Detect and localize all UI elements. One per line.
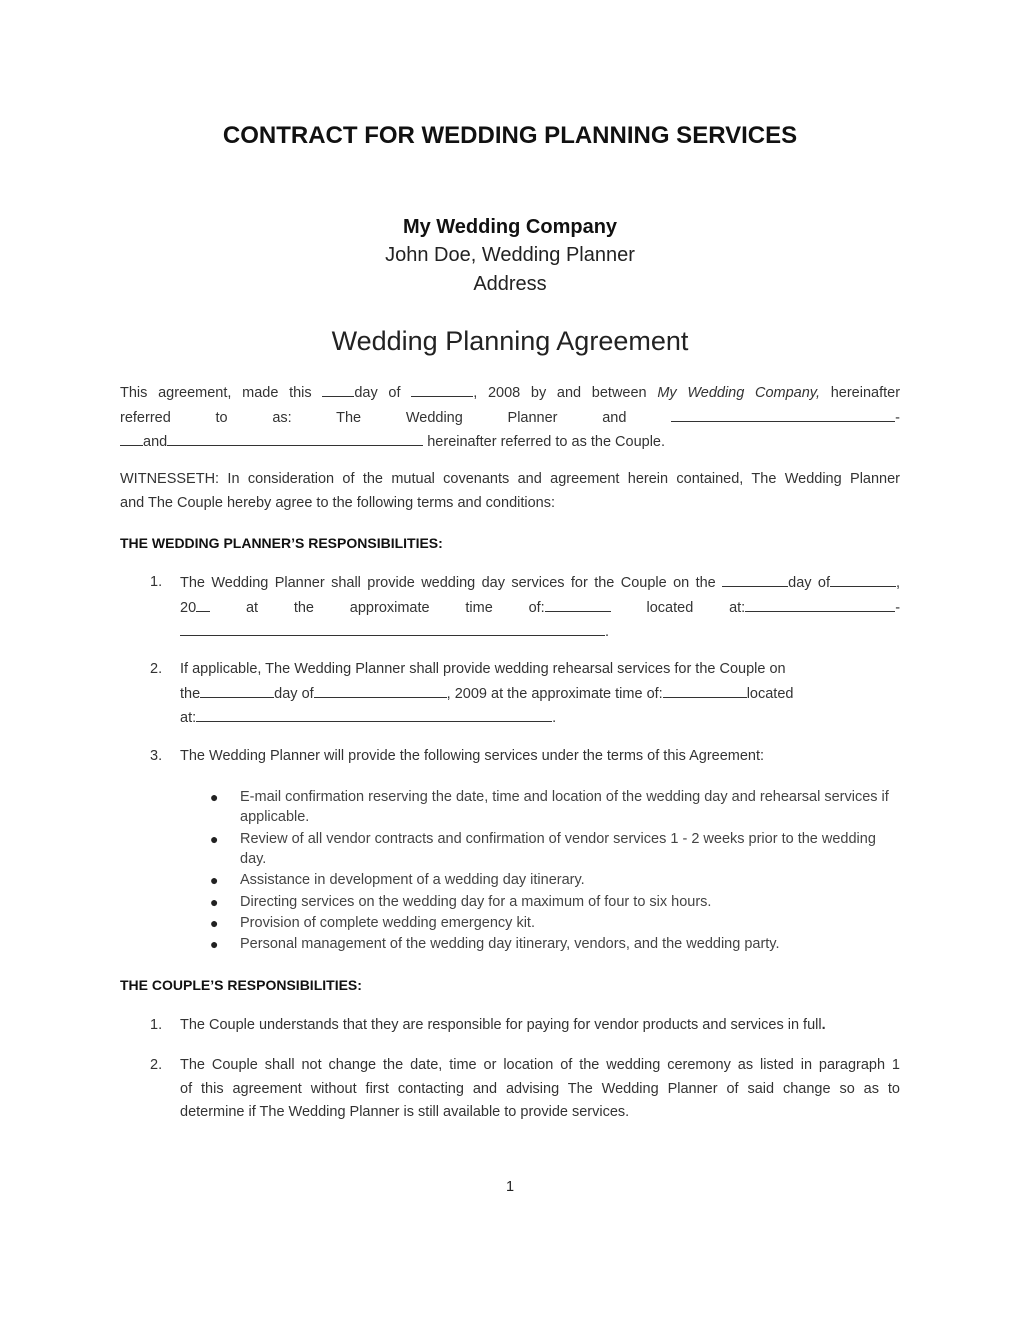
- month-blank: [411, 381, 473, 397]
- planner-name: John Doe, Wedding Planner: [385, 244, 635, 266]
- day-blank: [322, 381, 354, 397]
- bullet-icon: ●: [210, 936, 219, 952]
- agreement-title: Wedding Planning Agreement: [331, 326, 689, 356]
- intro-line-1: This agreement, made this day of , 2008 by and between My Wedding Company, hereinafter: [120, 381, 900, 406]
- service-bullet: E-mail confirmation reserving the date, time and location of the wedding day and rehearsal services if applicable.: [240, 789, 889, 825]
- intro-line-3: and hereinafter referred to as the Couple.: [120, 430, 900, 455]
- item-number: 1.: [150, 1017, 163, 1033]
- service-bullet: Provision of complete wedding emergency kit.: [240, 915, 535, 931]
- planner-item-2: If applicable, The Wedding Planner shall provide wedding rehearsal services for the Couple on the day of , 2009 at the approximate time of: located at: .: [180, 661, 794, 726]
- page-number: 1: [505, 1179, 515, 1195]
- couple-name-blank-2: [167, 430, 423, 446]
- couple-item-2: The Couple shall not change the date, time or location of the wedding ceremony as listed in paragraph 1 of this agreement without first contacting and advising The Wedding Planner of said change so as to determine if The Wedding Planner is still available to provide services.: [180, 1057, 900, 1120]
- item-number: 2.: [150, 661, 163, 677]
- service-bullet: Directing services on the wedding day for a maximum of four to six hours.: [240, 894, 712, 910]
- planner-responsibilities-heading: THE WEDDING PLANNER’S RESPONSIBILITIES:: [120, 535, 443, 551]
- service-bullet: Assistance in development of a wedding day itinerary.: [240, 872, 585, 888]
- bullet-icon: ●: [210, 789, 219, 805]
- company-name: My Wedding Company: [402, 216, 618, 238]
- intro-line-2: referred to as: The Wedding Planner and -: [120, 406, 900, 431]
- item-number: 2.: [150, 1057, 163, 1073]
- service-bullet: Personal management of the wedding day itinerary, vendors, and the wedding party.: [240, 936, 780, 952]
- service-bullet: Review of all vendor contracts and confirmation of vendor services 1 - 2 weeks prior to the wedding day.: [240, 831, 876, 867]
- company-address: Address: [473, 273, 547, 295]
- witnesseth-paragraph: WITNESSETH: In consideration of the mutual covenants and agreement herein contained, The Wedding Planner and The Couple hereby agree to the following terms and conditions:: [120, 471, 900, 511]
- contract-title: CONTRACT FOR WEDDING PLANNING SERVICES: [222, 122, 798, 149]
- bullet-icon: ●: [210, 872, 219, 888]
- planner-item-3: The Wedding Planner will provide the following services under the terms of this Agreement:: [180, 748, 765, 764]
- couple-item-1: The Couple understands that they are responsible for paying for vendor products and services in full.: [180, 1017, 826, 1033]
- couple-name-blank-1: [671, 406, 895, 422]
- item-number: 3.: [150, 748, 163, 764]
- couple-responsibilities-heading: THE COUPLE’S RESPONSIBILITIES:: [120, 977, 362, 993]
- bullet-icon: ●: [210, 831, 219, 847]
- bullet-icon: ●: [210, 894, 219, 910]
- bullet-icon: ●: [210, 915, 219, 931]
- intro-paragraph: [120, 381, 900, 455]
- planner-item-1: The Wedding Planner shall provide wedding day services for the Couple on the day of , 20 at the approximate time of: located at: - .: [180, 571, 900, 645]
- item-number: 1.: [150, 574, 163, 590]
